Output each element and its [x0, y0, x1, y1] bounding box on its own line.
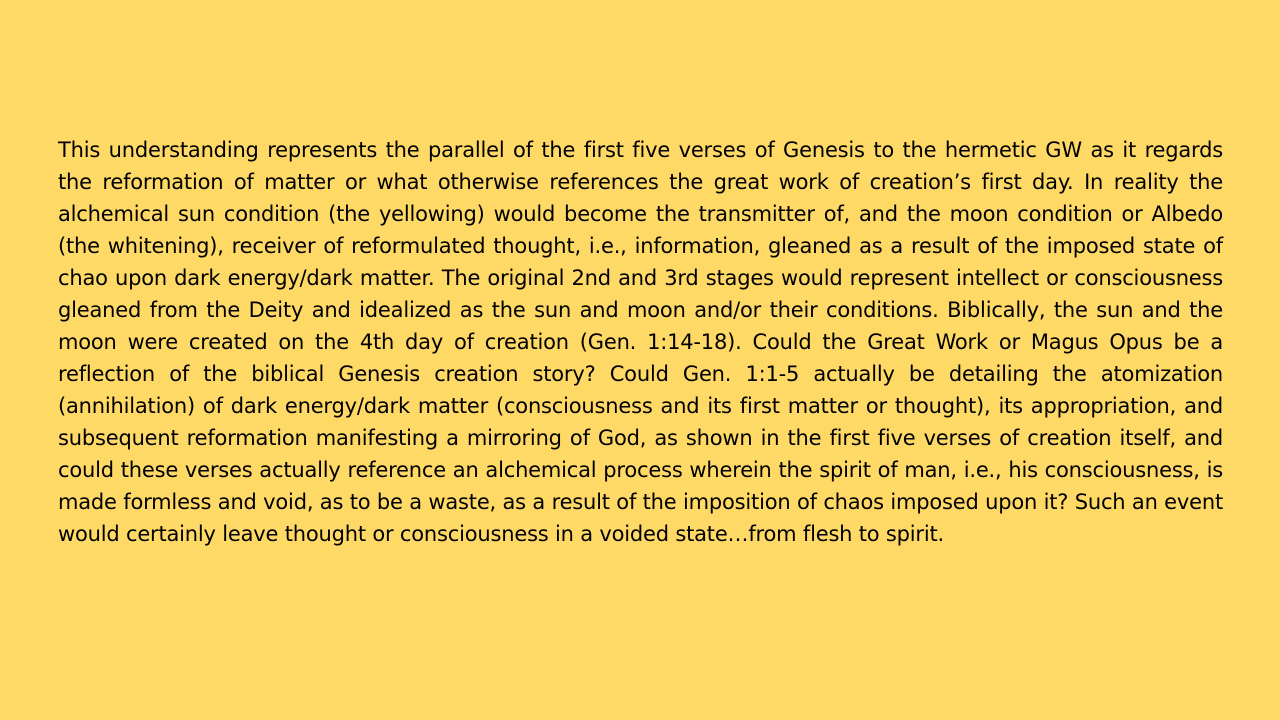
body-paragraph: This understanding represents the parallel of the first five verses of Genesis to the hermetic GW as it regards the reformation of matter or what otherwise references the great work of creation’s first day. In reality the alchemical sun condition (the yellowing) would become the transmitter of, and the moon condition or Albedo (the whitening), receiver of reformulated thought, i.e., information, gleaned as a result of the imposed state of chao upon dark energy/dark matter. The original 2nd and 3rd stages would represent intellect or consciousness gleaned from the Deity and idealized as the sun and moon and/or their conditions. Biblically, the sun and the moon were created on the 4th day of creation (Gen. 1:14-18). Could the Great Work or Magus Opus be a reflection of the biblical Genesis creation story? Could Gen. 1:1-5 actually be detailing the atomization (annihilation) of dark energy/dark matter (consciousness and its first matter or thought), its appropriation, and subsequent reformation manifesting a mirroring of God, as shown in the first five verses of creation itself, and could these verses actually reference an alchemical process wherein the spirit of man, i.e., his consciousness, is made formless and void, as to be a waste, as a result of the imposition of chaos imposed upon it? Such an event would certainly leave thought or consciousness in a voided state…from flesh to spirit.: [58, 138, 1223, 546]
